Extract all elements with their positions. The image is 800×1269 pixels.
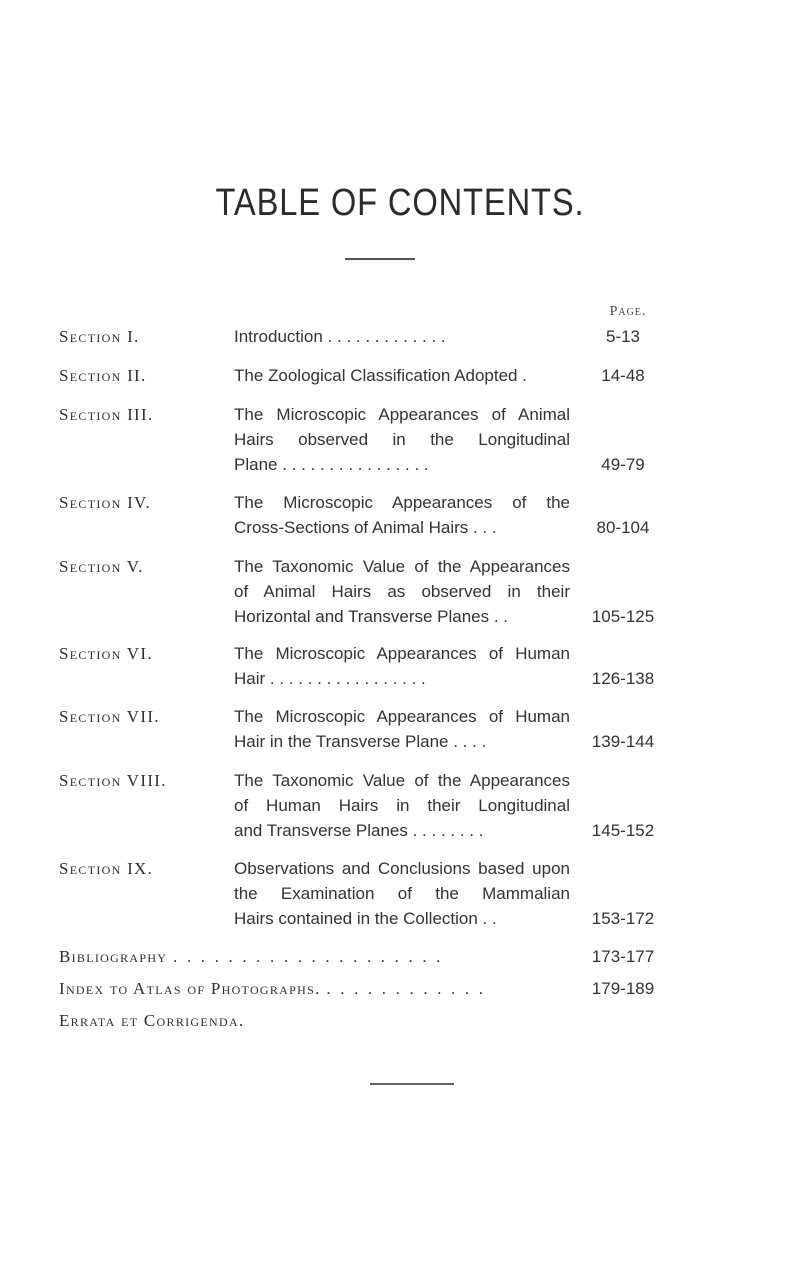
section-title	[234, 554, 570, 629]
section-page-range: 105-125	[591, 607, 655, 626]
section-title-line: of Human Hairs in their Longitudinal	[234, 796, 570, 815]
leader-dots: . . . . . . . . . . . .	[326, 979, 486, 998]
section-page-range: 153-172	[591, 909, 655, 928]
section-title-line: Horizontal and Transverse Planes . .	[234, 607, 509, 626]
section-page-range: 139-144	[591, 732, 655, 751]
section-page-range: 5-13	[605, 327, 641, 346]
section-title-line: The Zoological Classification Adopted .	[234, 366, 527, 385]
section-title	[234, 856, 570, 931]
section-title-line: the Examination of the Mammalian	[234, 884, 570, 903]
index-label: Index to Atlas of Photographs	[59, 979, 316, 998]
index-page-range: 179-189	[591, 979, 655, 998]
section-title	[234, 768, 570, 843]
section-title	[234, 402, 570, 477]
section-label: Section VI.	[59, 644, 153, 663]
section-label: Section IV.	[59, 493, 151, 512]
section-title	[234, 324, 570, 349]
section-title-line: The Microscopic Appearances of Human	[234, 707, 570, 726]
section-page-range: 14-48	[601, 366, 645, 385]
section-title-line: of Animal Hairs as observed in their	[234, 582, 570, 601]
section-page-range: 145-152	[591, 821, 655, 840]
section-title-line: Hair in the Transverse Plane . . . .	[234, 732, 487, 751]
bibliography-label: Bibliography	[59, 947, 168, 966]
section-label: Section V.	[59, 557, 144, 576]
section-title	[234, 641, 570, 691]
section-label: Section VII.	[59, 707, 160, 726]
bibliography-entry	[59, 944, 569, 969]
errata-entry: Errata et Corrigenda.	[59, 1011, 245, 1030]
section-title-line: Hairs contained in the Collection . .	[234, 909, 497, 928]
title-divider	[345, 258, 415, 260]
section-title-line: The Microscopic Appearances of Human	[234, 644, 570, 663]
section-label: Section II.	[59, 366, 147, 385]
section-title-line: Hairs observed in the Longitudinal	[234, 430, 570, 449]
section-title-line: The Microscopic Appearances of Animal	[234, 405, 570, 424]
section-label: Section III.	[59, 405, 154, 424]
section-title-line: The Taxonomic Value of the Appearances	[234, 771, 570, 790]
section-title-line: and Transverse Planes . . . . . . . .	[234, 821, 484, 840]
section-title	[234, 490, 570, 540]
section-page-range: 126-138	[591, 669, 655, 688]
closing-divider	[370, 1083, 454, 1085]
section-title-line: Plane . . . . . . . . . . . . . . . .	[234, 455, 429, 474]
section-page-range: 49-79	[601, 455, 645, 474]
page-title: TABLE OF CONTENTS.	[215, 182, 585, 224]
bibliography-page-range: 173-177	[591, 947, 655, 966]
section-title	[234, 363, 570, 388]
section-page-range: 80-104	[596, 518, 650, 537]
section-title-line: The Taxonomic Value of the Appearances	[234, 557, 570, 576]
section-title	[234, 704, 570, 754]
section-title-line: The Microscopic Appearances of the	[234, 493, 570, 512]
page-column-header: Page.	[609, 304, 647, 319]
section-title-line: Observations and Conclusions based upon	[234, 859, 570, 878]
index-entry: Index to Atlas of Photographs. . . . . . . . . . . . .	[59, 979, 486, 998]
section-label: Section IX.	[59, 859, 154, 878]
leader-dots: . . . . . . . . . . . . . . . . . . . .	[172, 947, 443, 966]
section-title-line: Hair . . . . . . . . . . . . . . . . .	[234, 669, 426, 688]
section-title-line: Introduction . . . . . . . . . . . . .	[234, 327, 446, 346]
section-label: Section I.	[59, 327, 140, 346]
section-label: Section VIII.	[59, 771, 167, 790]
section-title-line: Cross-Sections of Animal Hairs . . .	[234, 518, 497, 537]
